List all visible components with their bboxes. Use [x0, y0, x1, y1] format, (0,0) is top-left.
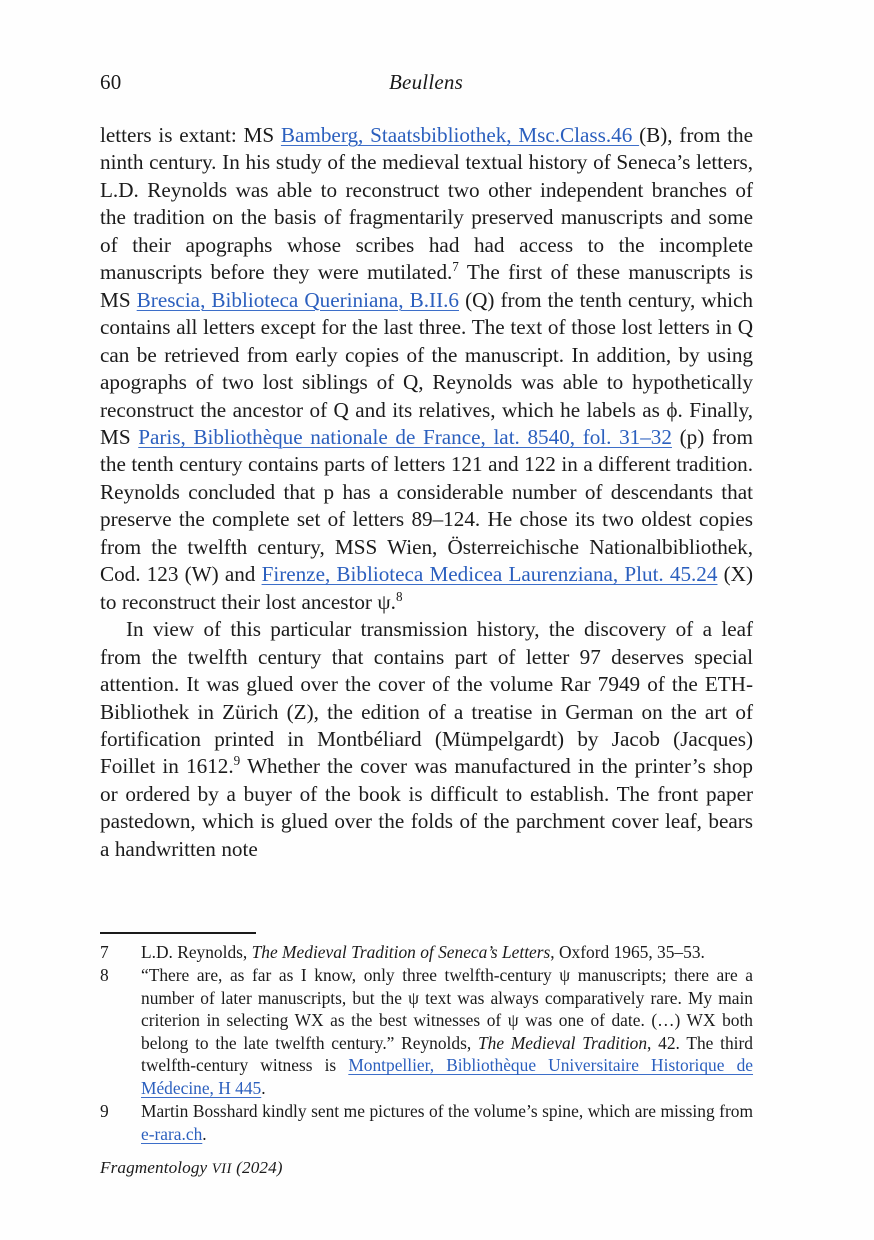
manuscript-link-montpellier[interactable]: Montpellier, Bibliothèque Universitaire Historique de Médecine, H 445	[141, 1055, 754, 1099]
text-segment: (X) to reconstruct their lost ancestor ψ.	[100, 562, 753, 614]
text-segment: letters is extant: MS	[100, 123, 281, 147]
journal-title: Fragmentology	[100, 1158, 208, 1177]
paragraph-1	[100, 122, 753, 616]
text-segment: In view of this particular transmission history, the discovery of a leaf from the twelfth century that contains part of letter 97 deserves special attention. It was glued over the cover of the volume Rar 7949 of the ETH-Bibliothek in Zürich (Z), the edition of a treatise in German on the art of fortification printed in Montbéliard (Mümpelgardt) by Jacob (Jacques) Foillet in 1612.	[100, 617, 753, 779]
footnote-number: 8	[100, 965, 109, 986]
text-segment: (Q) from the tenth century, which contains all letters except for the last three. The text of those lost letters in Q can be retrieved from early copies of the manuscript. In addition, by using apographs of two lost siblings of Q, Reynolds was able to hypothetically reconstruct the ancestor of Q and its relatives, which he labels as ϕ. Finally, MS	[100, 287, 753, 449]
footnote-number: 9	[100, 1101, 109, 1122]
text-segment: The first of these manuscripts is MS	[100, 260, 753, 312]
page-number: 60	[100, 70, 122, 94]
running-head-title: Beullens	[389, 70, 463, 94]
text-segment: .	[202, 1123, 207, 1144]
manuscript-link-bamberg[interactable]: Bamberg, Staatsbibliothek, Msc.Class.46	[280, 123, 640, 147]
footnote-reference-7[interactable]: 7	[452, 259, 459, 275]
text-segment: (B), from the ninth century. In his study of the medieval textual history of Seneca’s letters, L.D. Reynolds was able to reconstruct two other independent branches of the tradition on the basis of fragmentarily preserved manuscripts and some of their apographs whose scribes had had access to the incomplete manuscripts before they were mutilated.	[100, 123, 754, 285]
footnote-title-italic: The Medieval Tradition of Seneca’s Letters	[251, 942, 551, 962]
footnote-separator-rule	[100, 932, 256, 934]
paragraph-2	[100, 616, 753, 863]
footnote-reference-8[interactable]: 8	[395, 588, 403, 604]
journal-footer	[100, 1157, 283, 1180]
manuscript-link-brescia[interactable]: Brescia, Biblioteca Queriniana, B.II.6	[136, 287, 459, 312]
footnote-title-italic: The Medieval Tradition	[477, 1032, 648, 1053]
text-segment: “There are, as far as I know, only three twelfth-century ψ manuscripts; there are a number of later manuscripts, but the ψ text was always comparatively rare. My main criterion in selecting WX as the best witnesses of ψ was one of date. (…) WX both belong to the late twelfth century.” Reynolds,	[141, 965, 753, 1053]
text-segment: .	[261, 1078, 266, 1099]
manuscript-link-paris[interactable]: Paris, Bibliothèque nationale de France, lat. 8540, fol. 31–32	[138, 424, 672, 449]
footnote-number: 7	[100, 942, 109, 962]
text-segment: Martin Bosshard kindly sent me pictures of the volume’s spine, which are missing from	[141, 1101, 753, 1122]
text-segment: Whether the cover was manufactured in the printer’s shop or ordered by a buyer of the book is difficult to establish. The front paper pastedown, which is glued over the folds of the parchment cover leaf, bears a handwritten note	[100, 754, 753, 861]
text-segment: L.D. Reynolds,	[141, 942, 252, 962]
footnote-7	[100, 941, 753, 964]
text-segment: , 42. The third twelfth-century witness is	[141, 1032, 754, 1076]
journal-year: (2024)	[236, 1158, 283, 1177]
external-link-e-rara[interactable]: e-rara.ch	[141, 1123, 203, 1144]
text-segment: , Oxford 1965, 35–53.	[550, 942, 705, 962]
footnote-9	[100, 1100, 753, 1145]
footnotes-block	[100, 941, 753, 1146]
footnote-8	[100, 964, 753, 1100]
journal-volume: VII	[211, 1161, 232, 1177]
manuscript-link-firenze[interactable]: Firenze, Biblioteca Medicea Laurenziana, Plut. 45.24	[261, 562, 718, 587]
body-text-block	[100, 122, 753, 863]
text-segment: (p) from the tenth century contains parts of letters 121 and 122 in a different tradition. Reynolds concluded that p has a considerable number of descendants that preserve the complete set of letters 89–124. He chose its two oldest copies from the twelfth century, MSS Wien, Österreichische Nationalbibliothek, Cod. 123 (W) and	[100, 424, 754, 587]
running-head	[100, 68, 752, 96]
footnote-reference-9[interactable]: 9	[233, 753, 241, 769]
